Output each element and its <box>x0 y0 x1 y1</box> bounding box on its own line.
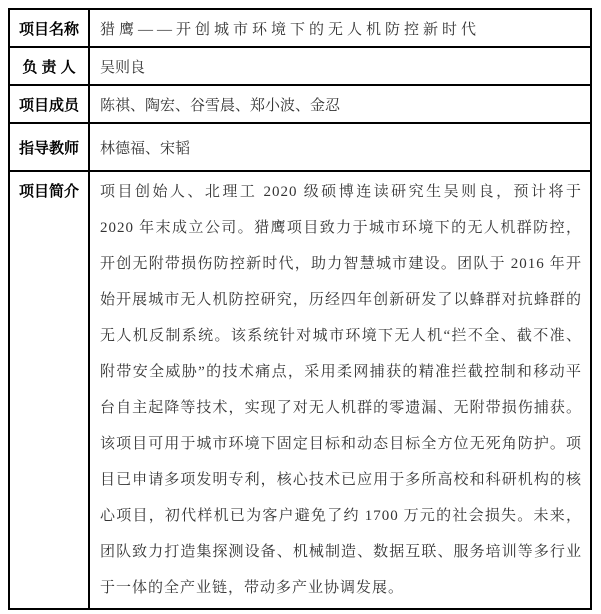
table-row-leader <box>9 47 591 85</box>
row-label-leader: 负 责 人 <box>9 47 89 85</box>
row-label-advisors: 指导教师 <box>9 123 89 171</box>
table-row-intro <box>9 171 591 609</box>
row-value-leader: 吴则良 <box>89 47 591 85</box>
row-label-intro: 项目简介 <box>9 171 89 609</box>
project-info-table <box>8 8 592 610</box>
row-value-project-name: 猎鹰——开创城市环境下的无人机防控新时代 <box>89 9 591 47</box>
table-row-members <box>9 85 591 123</box>
row-value-advisors: 林德福、宋韬 <box>89 123 591 171</box>
table-row-project-name <box>9 9 591 47</box>
row-label-project-name: 项目名称 <box>9 9 89 47</box>
row-value-members: 陈祺、陶宏、谷雪晨、郑小波、金忍 <box>89 85 591 123</box>
row-label-members: 项目成员 <box>9 85 89 123</box>
table-row-advisors <box>9 123 591 171</box>
row-value-intro: 项目创始人、北理工 2020 级硕博连读研究生吴则良，预计将于 2020 年末成立公司。猎鹰项目致力于城市环境下的无人机群防控，开创无附带损伤防控新时代，助力智慧城市建设。团队于 2016 年开始开展城市无人机防控研究，历经四年创新研发了以蜂群对抗蜂群的无人机反制系统。该系统针对城市环境下无人机“拦不全、截不准、附带安全威胁”的技术痛点，采用柔网捕获的精准拦截控制和移动平台自主起降等技术，实现了对无人机群的零遗漏、无附带损伤捕获。该项目可用于城市环境下固定目标和动态目标全方位无死角防护。项目已申请多项发明专利，核心技术已应用于多所高校和科研机构的核心项目，初代样机已为客户避免了约 1700 万元的社会损失。未来，团队致力打造集探测设备、机械制造、数据互联、服务培训等多行业于一体的全产业链，带动多产业协调发展。 <box>89 171 591 609</box>
